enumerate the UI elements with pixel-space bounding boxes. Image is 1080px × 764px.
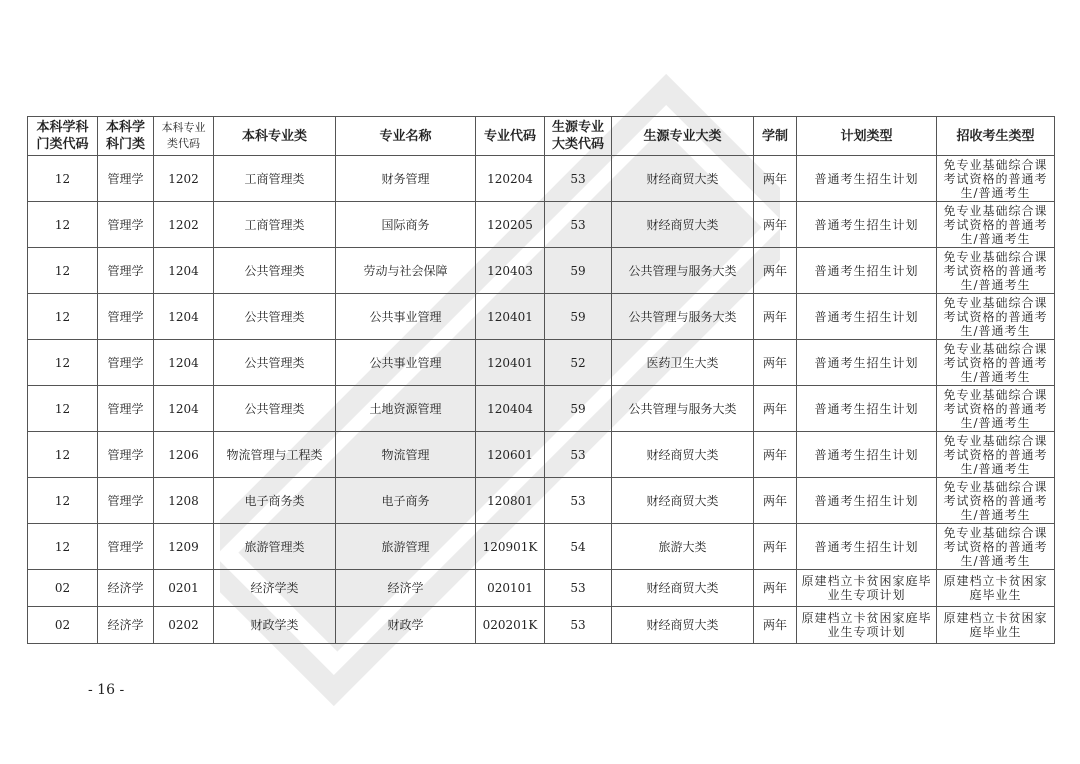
- col-major-name-cell: 公共事业管理: [336, 340, 476, 386]
- col-source-class-cell: 公共管理与服务大类: [612, 294, 754, 340]
- col-source-class-cell: 财经商贸大类: [612, 432, 754, 478]
- col-candidate-type-cell: 免专业基础综合课考试资格的普通考生/普通考生: [937, 478, 1055, 524]
- col-major-name-cell: 财务管理: [336, 156, 476, 202]
- col-plan-type-cell: 普通考生招生计划: [797, 432, 937, 478]
- col-source-class-header: 生源专业大类: [612, 117, 754, 156]
- col-major-name-cell: 公共事业管理: [336, 294, 476, 340]
- col-duration-cell: 两年: [754, 202, 797, 248]
- col-major-class-code-cell: 1208: [154, 478, 214, 524]
- enrollment-table: [27, 116, 1055, 644]
- col-plan-type-header: 计划类型: [797, 117, 937, 156]
- col-plan-type-cell: 普通考生招生计划: [797, 248, 937, 294]
- col-major-class-cell: 物流管理与工程类: [214, 432, 336, 478]
- col-duration-cell: 两年: [754, 294, 797, 340]
- col-subject-code-cell: 12: [28, 202, 98, 248]
- col-major-class-cell: 旅游管理类: [214, 524, 336, 570]
- col-duration-cell: 两年: [754, 478, 797, 524]
- col-major-class-code-cell: 1204: [154, 340, 214, 386]
- col-source-code-cell: 53: [545, 202, 612, 248]
- col-subject-code-cell: 12: [28, 340, 98, 386]
- col-major-code-cell: 120403: [476, 248, 545, 294]
- col-major-name-cell: 经济学: [336, 570, 476, 607]
- col-major-code-cell: 120601: [476, 432, 545, 478]
- col-major-name-cell: 土地资源管理: [336, 386, 476, 432]
- col-source-code-cell: 53: [545, 607, 612, 644]
- col-source-code-cell: 53: [545, 156, 612, 202]
- table-row: [28, 478, 1055, 524]
- page-number: - 16 -: [88, 682, 125, 698]
- col-major-code-header: 专业代码: [476, 117, 545, 156]
- col-candidate-type-cell: 免专业基础综合课考试资格的普通考生/普通考生: [937, 524, 1055, 570]
- col-plan-type-cell: 原建档立卡贫困家庭毕业生专项计划: [797, 607, 937, 644]
- col-source-code-cell: 53: [545, 570, 612, 607]
- col-major-name-cell: 电子商务: [336, 478, 476, 524]
- col-source-class-cell: 财经商贸大类: [612, 202, 754, 248]
- col-major-code-cell: 020101: [476, 570, 545, 607]
- col-subject-cell: 管理学: [98, 340, 154, 386]
- col-source-class-cell: 财经商贸大类: [612, 478, 754, 524]
- table-row: [28, 156, 1055, 202]
- col-source-code-cell: 54: [545, 524, 612, 570]
- col-major-class-cell: 经济学类: [214, 570, 336, 607]
- col-duration-cell: 两年: [754, 432, 797, 478]
- col-subject-cell: 管理学: [98, 202, 154, 248]
- col-duration-cell: 两年: [754, 386, 797, 432]
- col-source-class-cell: 财经商贸大类: [612, 156, 754, 202]
- col-major-class-cell: 工商管理类: [214, 156, 336, 202]
- col-duration-header: 学制: [754, 117, 797, 156]
- col-duration-cell: 两年: [754, 570, 797, 607]
- table-row: [28, 607, 1055, 644]
- col-major-class-code-cell: 1204: [154, 294, 214, 340]
- col-major-name-cell: 财政学: [336, 607, 476, 644]
- col-candidate-type-cell: 免专业基础综合课考试资格的普通考生/普通考生: [937, 294, 1055, 340]
- col-source-code-cell: 59: [545, 248, 612, 294]
- col-subject-header: 本科学 科门类: [98, 117, 154, 156]
- col-major-code-cell: 020201K: [476, 607, 545, 644]
- table-row: [28, 432, 1055, 478]
- col-source-class-cell: 医药卫生大类: [612, 340, 754, 386]
- col-plan-type-cell: 普通考生招生计划: [797, 202, 937, 248]
- col-plan-type-cell: 普通考生招生计划: [797, 478, 937, 524]
- col-major-class-header: 本科专业类: [214, 117, 336, 156]
- table-row: [28, 570, 1055, 607]
- col-duration-cell: 两年: [754, 607, 797, 644]
- col-subject-cell: 管理学: [98, 478, 154, 524]
- col-source-class-cell: 财经商贸大类: [612, 607, 754, 644]
- col-major-code-cell: 120204: [476, 156, 545, 202]
- col-major-class-code-cell: 0201: [154, 570, 214, 607]
- col-source-code-cell: 53: [545, 478, 612, 524]
- col-major-class-cell: 电子商务类: [214, 478, 336, 524]
- col-candidate-type-cell: 免专业基础综合课考试资格的普通考生/普通考生: [937, 432, 1055, 478]
- col-plan-type-cell: 普通考生招生计划: [797, 340, 937, 386]
- col-plan-type-cell: 普通考生招生计划: [797, 156, 937, 202]
- col-subject-code-cell: 02: [28, 570, 98, 607]
- col-subject-cell: 管理学: [98, 524, 154, 570]
- col-major-name-cell: 旅游管理: [336, 524, 476, 570]
- col-major-code-cell: 120404: [476, 386, 545, 432]
- col-major-class-code-cell: 1206: [154, 432, 214, 478]
- col-major-class-cell: 公共管理类: [214, 340, 336, 386]
- col-subject-code-cell: 12: [28, 478, 98, 524]
- col-source-class-cell: 旅游大类: [612, 524, 754, 570]
- col-duration-cell: 两年: [754, 156, 797, 202]
- col-subject-cell: 管理学: [98, 432, 154, 478]
- col-major-name-header: 专业名称: [336, 117, 476, 156]
- table-row: [28, 202, 1055, 248]
- col-subject-code-cell: 12: [28, 156, 98, 202]
- col-subject-cell: 管理学: [98, 156, 154, 202]
- col-source-code-cell: 59: [545, 386, 612, 432]
- col-subject-code-cell: 12: [28, 248, 98, 294]
- col-candidate-type-header: 招收考生类型: [937, 117, 1055, 156]
- col-major-name-cell: 国际商务: [336, 202, 476, 248]
- table-body: [28, 156, 1055, 644]
- col-major-class-cell: 公共管理类: [214, 386, 336, 432]
- col-subject-code-cell: 12: [28, 524, 98, 570]
- table-header-row: [28, 117, 1055, 156]
- col-major-code-cell: 120801: [476, 478, 545, 524]
- col-source-class-cell: 公共管理与服务大类: [612, 248, 754, 294]
- col-subject-cell: 管理学: [98, 248, 154, 294]
- col-candidate-type-cell: 原建档立卡贫困家庭毕业生: [937, 570, 1055, 607]
- col-major-class-code-cell: 1204: [154, 248, 214, 294]
- col-subject-cell: 经济学: [98, 607, 154, 644]
- col-major-class-code-cell: 1204: [154, 386, 214, 432]
- col-source-class-cell: 财经商贸大类: [612, 570, 754, 607]
- col-candidate-type-cell: 免专业基础综合课考试资格的普通考生/普通考生: [937, 248, 1055, 294]
- col-major-code-cell: 120401: [476, 340, 545, 386]
- col-duration-cell: 两年: [754, 248, 797, 294]
- col-duration-cell: 两年: [754, 340, 797, 386]
- col-major-class-code-header: 本科专业 类代码: [154, 117, 214, 156]
- col-subject-code-cell: 02: [28, 607, 98, 644]
- col-subject-code-cell: 12: [28, 386, 98, 432]
- col-major-class-cell: 财政学类: [214, 607, 336, 644]
- col-subject-cell: 经济学: [98, 570, 154, 607]
- table-row: [28, 386, 1055, 432]
- col-major-class-code-cell: 1209: [154, 524, 214, 570]
- table-row: [28, 294, 1055, 340]
- col-major-class-cell: 公共管理类: [214, 294, 336, 340]
- col-source-code-cell: 59: [545, 294, 612, 340]
- col-major-class-code-cell: 0202: [154, 607, 214, 644]
- col-plan-type-cell: 普通考生招生计划: [797, 294, 937, 340]
- col-source-code-header: 生源专业 大类代码: [545, 117, 612, 156]
- col-candidate-type-cell: 免专业基础综合课考试资格的普通考生/普通考生: [937, 340, 1055, 386]
- col-source-class-cell: 公共管理与服务大类: [612, 386, 754, 432]
- col-major-class-cell: 工商管理类: [214, 202, 336, 248]
- col-subject-code-header: 本科学科 门类代码: [28, 117, 98, 156]
- col-major-class-code-cell: 1202: [154, 202, 214, 248]
- col-source-code-cell: 52: [545, 340, 612, 386]
- table-row: [28, 340, 1055, 386]
- col-plan-type-cell: 原建档立卡贫困家庭毕业生专项计划: [797, 570, 937, 607]
- col-major-code-cell: 120401: [476, 294, 545, 340]
- col-subject-cell: 管理学: [98, 386, 154, 432]
- col-candidate-type-cell: 免专业基础综合课考试资格的普通考生/普通考生: [937, 386, 1055, 432]
- col-subject-cell: 管理学: [98, 294, 154, 340]
- col-major-name-cell: 劳动与社会保障: [336, 248, 476, 294]
- col-major-class-code-cell: 1202: [154, 156, 214, 202]
- col-candidate-type-cell: 免专业基础综合课考试资格的普通考生/普通考生: [937, 202, 1055, 248]
- col-plan-type-cell: 普通考生招生计划: [797, 386, 937, 432]
- col-subject-code-cell: 12: [28, 432, 98, 478]
- col-major-code-cell: 120205: [476, 202, 545, 248]
- table-row: [28, 248, 1055, 294]
- col-subject-code-cell: 12: [28, 294, 98, 340]
- col-duration-cell: 两年: [754, 524, 797, 570]
- col-plan-type-cell: 普通考生招生计划: [797, 524, 937, 570]
- col-major-class-cell: 公共管理类: [214, 248, 336, 294]
- col-candidate-type-cell: 原建档立卡贫困家庭毕业生: [937, 607, 1055, 644]
- col-major-code-cell: 120901K: [476, 524, 545, 570]
- table-row: [28, 524, 1055, 570]
- col-candidate-type-cell: 免专业基础综合课考试资格的普通考生/普通考生: [937, 156, 1055, 202]
- col-source-code-cell: 53: [545, 432, 612, 478]
- col-major-name-cell: 物流管理: [336, 432, 476, 478]
